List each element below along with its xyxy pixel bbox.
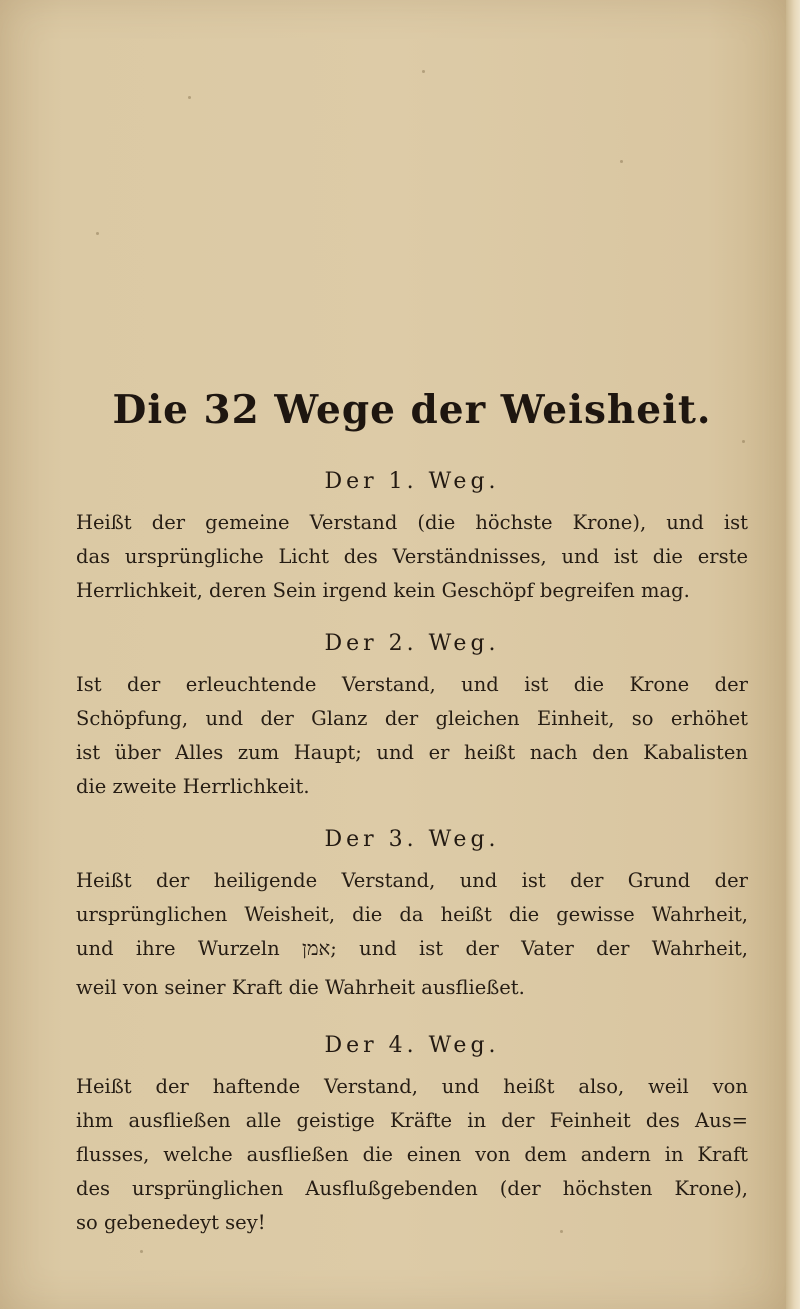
paragraph-line: Schöpfung, und der Glanz der gleichen Einheit, so erhöhet <box>76 707 748 730</box>
paragraph-line: Heißt der heiligende Verstand, und ist der Grund der <box>76 869 748 892</box>
paragraph-line: weil von seiner Kraft die Wahrheit ausfließet. <box>76 976 525 999</box>
page-text <box>76 382 748 1258</box>
paper-speck <box>620 160 623 163</box>
section-heading-3: Der 3. Weg. <box>324 827 500 852</box>
page-edge <box>786 0 800 1309</box>
paragraph-line: Ist der erleuchtende Verstand, und ist die Krone der <box>76 673 748 696</box>
page-title: Die 32 Wege der Weisheit. <box>112 387 712 433</box>
section-paragraph-3 <box>76 864 748 1010</box>
section-paragraph-4 <box>76 1070 748 1240</box>
paragraph-line: ist über Alles zum Haupt; und er heißt nach den Kabalisten <box>76 741 748 764</box>
section-paragraph-2 <box>76 668 748 804</box>
section-heading-4: Der 4. Weg. <box>324 1033 500 1058</box>
paragraph-line: so gebenedeyt sey! <box>76 1211 266 1234</box>
paper-speck <box>422 70 425 73</box>
paragraph-line: ihm ausfließen alle geistige Kräfte in der Feinheit des Aus= <box>76 1109 748 1132</box>
paragraph-line: ursprünglichen Weisheit, die da heißt die gewisse Wahrheit, <box>76 903 748 926</box>
paragraph-line: Heißt der haftende Verstand, und heißt also, weil von <box>76 1075 748 1098</box>
section-heading-1: Der 1. Weg. <box>324 469 500 494</box>
section-paragraph-1 <box>76 506 748 608</box>
paragraph-line: flusses, welche ausfließen die einen von dem andern in Kraft <box>76 1143 748 1166</box>
paragraph-line: Herrlichkeit, deren Sein irgend kein Geschöpf begreifen mag. <box>76 579 690 602</box>
paragraph-line: des ursprünglichen Ausflußgebenden (der höchsten Krone), <box>76 1177 748 1200</box>
paragraph-line: das ursprüngliche Licht des Verständnisses, und ist die erste <box>76 545 748 568</box>
paragraph-line: die zweite Herrlichkeit. <box>76 775 310 798</box>
paragraph-line: und ihre Wurzeln אמן; und ist der Vater der Wahrheit, <box>76 937 748 960</box>
paper-speck <box>188 96 191 99</box>
paper-speck <box>96 232 99 235</box>
paragraph-line: Heißt der gemeine Verstand (die höchste Krone), und ist <box>76 511 748 534</box>
section-heading-2: Der 2. Weg. <box>324 631 500 656</box>
